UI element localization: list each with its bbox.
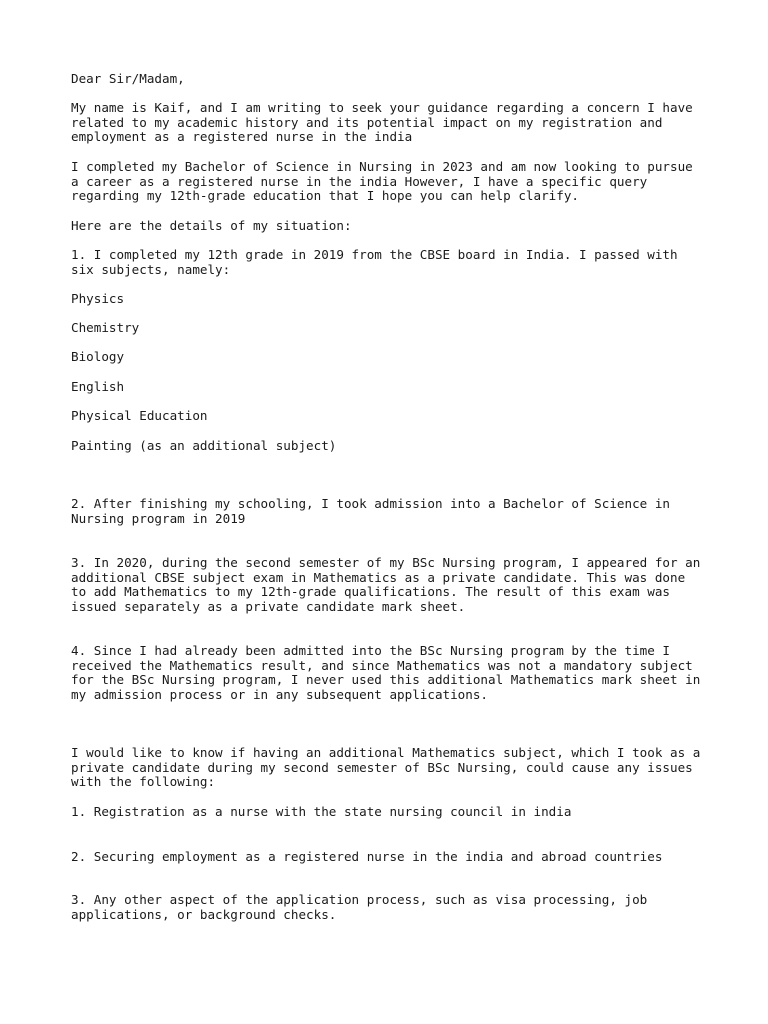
subject-item: Biology xyxy=(71,349,125,364)
point-3: 3. In 2020, during the second semester of my BSc Nursing program, I appeared for an additional CBSE subject exam in Mathematics as a private candidate. This was done to add Mathematics to my 12th-grade qualifications. The result of this exam was issued separately as a private candidate mark sheet. xyxy=(71,555,701,615)
background-paragraph: I completed my Bachelor of Science in Nursing in 2023 and am now looking to pursue a career as a registered nurse in the india However, I have a specific query regarding my 12th-grade education that I hope you can help clarify. xyxy=(71,159,693,204)
salutation: Dear Sir/Madam, xyxy=(71,71,185,86)
concern-item: 1. Registration as a nurse with the state nursing council in india xyxy=(71,804,572,819)
intro-paragraph: My name is Kaif, and I am writing to seek your guidance regarding a concern I have related to my academic history and its potential impact on my registration and employment as a registered nurse in the india xyxy=(71,100,693,145)
subject-item: Painting (as an additional subject) xyxy=(71,438,337,453)
subject-item: Physical Education xyxy=(71,408,208,423)
subject-item: Physics xyxy=(71,291,125,306)
details-heading: Here are the details of my situation: xyxy=(71,218,352,233)
subject-item: English xyxy=(71,379,125,394)
point-4: 4. Since I had already been admitted into the BSc Nursing program by the time I received the Mathematics result, and since Mathematics was not a mandatory subject for the BSc Nursing program, I never used this additional Mathematics mark sheet in my admission process or in any subsequent applications. xyxy=(71,643,701,703)
concern-item: 3. Any other aspect of the application process, such as visa processing, job applications, or background checks. xyxy=(71,892,648,922)
question-paragraph: I would like to know if having an additional Mathematics subject, which I took as a private candidate during my second semester of BSc Nursing, could cause any issues with the following: xyxy=(71,745,701,790)
subject-item: Chemistry xyxy=(71,320,140,335)
point-2: 2. After finishing my schooling, I took admission into a Bachelor of Science in Nursing program in 2019 xyxy=(71,496,670,526)
concern-item: 2. Securing employment as a registered nurse in the india and abroad countries xyxy=(71,849,663,864)
point-1: 1. I completed my 12th grade in 2019 from the CBSE board in India. I passed with six subjects, namely: xyxy=(71,247,678,277)
